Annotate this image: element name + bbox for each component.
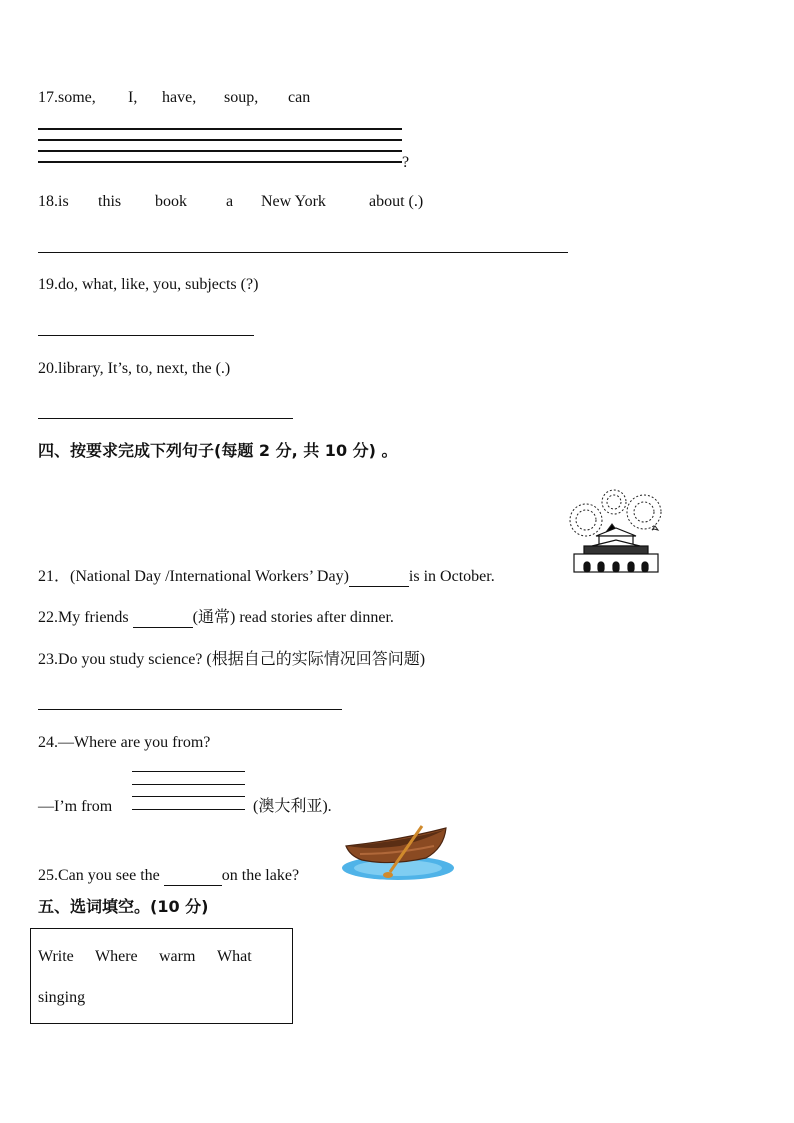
q24-answer-line-2 [132,784,245,785]
q20-answer-line [38,418,293,419]
q21-blank [349,570,409,587]
q17-answer-line-4 [38,161,402,163]
q17-answer-line-2 [38,139,402,141]
q24-answer-suffix: (澳大利亚). [253,798,332,815]
q19-text: 19.do, what, like, you, subjects (?) [38,276,259,293]
word-box-word-3: warm [159,948,196,965]
rowboat-icon [340,824,458,882]
q18-word-5: New York [261,193,326,210]
q24-answer-line-3 [132,796,245,797]
q17-end-mark: ? [402,154,410,171]
word-box-word-1: Write [38,948,74,965]
q23-answer-line [38,709,342,710]
q18-word-2: this [98,193,122,210]
q18-word-1: is [58,193,69,210]
q22-blank [133,611,193,628]
section5-title: 五、选词填空。(10 分) [38,897,209,916]
section4-title: 四、按要求完成下列句子(每题 2 分, 共 10 分) 。 [38,441,398,460]
q17-answer-line-1 [38,128,402,130]
q20-text: 20.library, It’s, to, next, the (.) [38,360,231,377]
q17-word-5: can [288,89,311,106]
q24-answer-prefix: —I’m from [38,798,113,815]
q18-word-4: a [226,193,234,210]
q22-text: 22.My friends (通常) read stories after dinner. [38,609,394,626]
q17-words: 17.some, I, have, soup, can [38,89,311,106]
q17-word-4: soup, [224,89,259,106]
q19-answer-line [38,335,254,336]
word-box-row-2 [38,988,85,1008]
word-box-word-5: singing [38,989,86,1006]
q18-answer-line [38,252,568,253]
q17-word-1: some, [58,89,96,106]
q18-words: 18.is this book a New York about (.) [38,193,424,210]
q24-answer-line-1 [132,771,245,772]
tiananmen-fireworks-icon [566,488,668,576]
q17-word-2: I, [128,89,138,106]
q25-text: 25.Can you see the on the lake? [38,867,300,884]
q18-word-3: book [155,193,187,210]
q17-answer-line-3 [38,150,402,152]
q24-question: 24.—Where are you from? [38,734,211,751]
q18-word-6: about (.) [369,193,424,210]
q23-text: 23.Do you study science? (根据自己的实际情况回答问题) [38,651,426,668]
q24-answer-line-4 [132,809,245,810]
q21-text: 21．(National Day /International Workers’ Day) is in October. [38,568,495,585]
word-box-row-1 [38,947,252,967]
word-box-word-2: Where [95,948,138,965]
word-box [30,928,293,1024]
word-box-word-4: What [217,948,252,965]
q25-blank [164,869,222,886]
q17-word-3: have, [162,89,197,106]
